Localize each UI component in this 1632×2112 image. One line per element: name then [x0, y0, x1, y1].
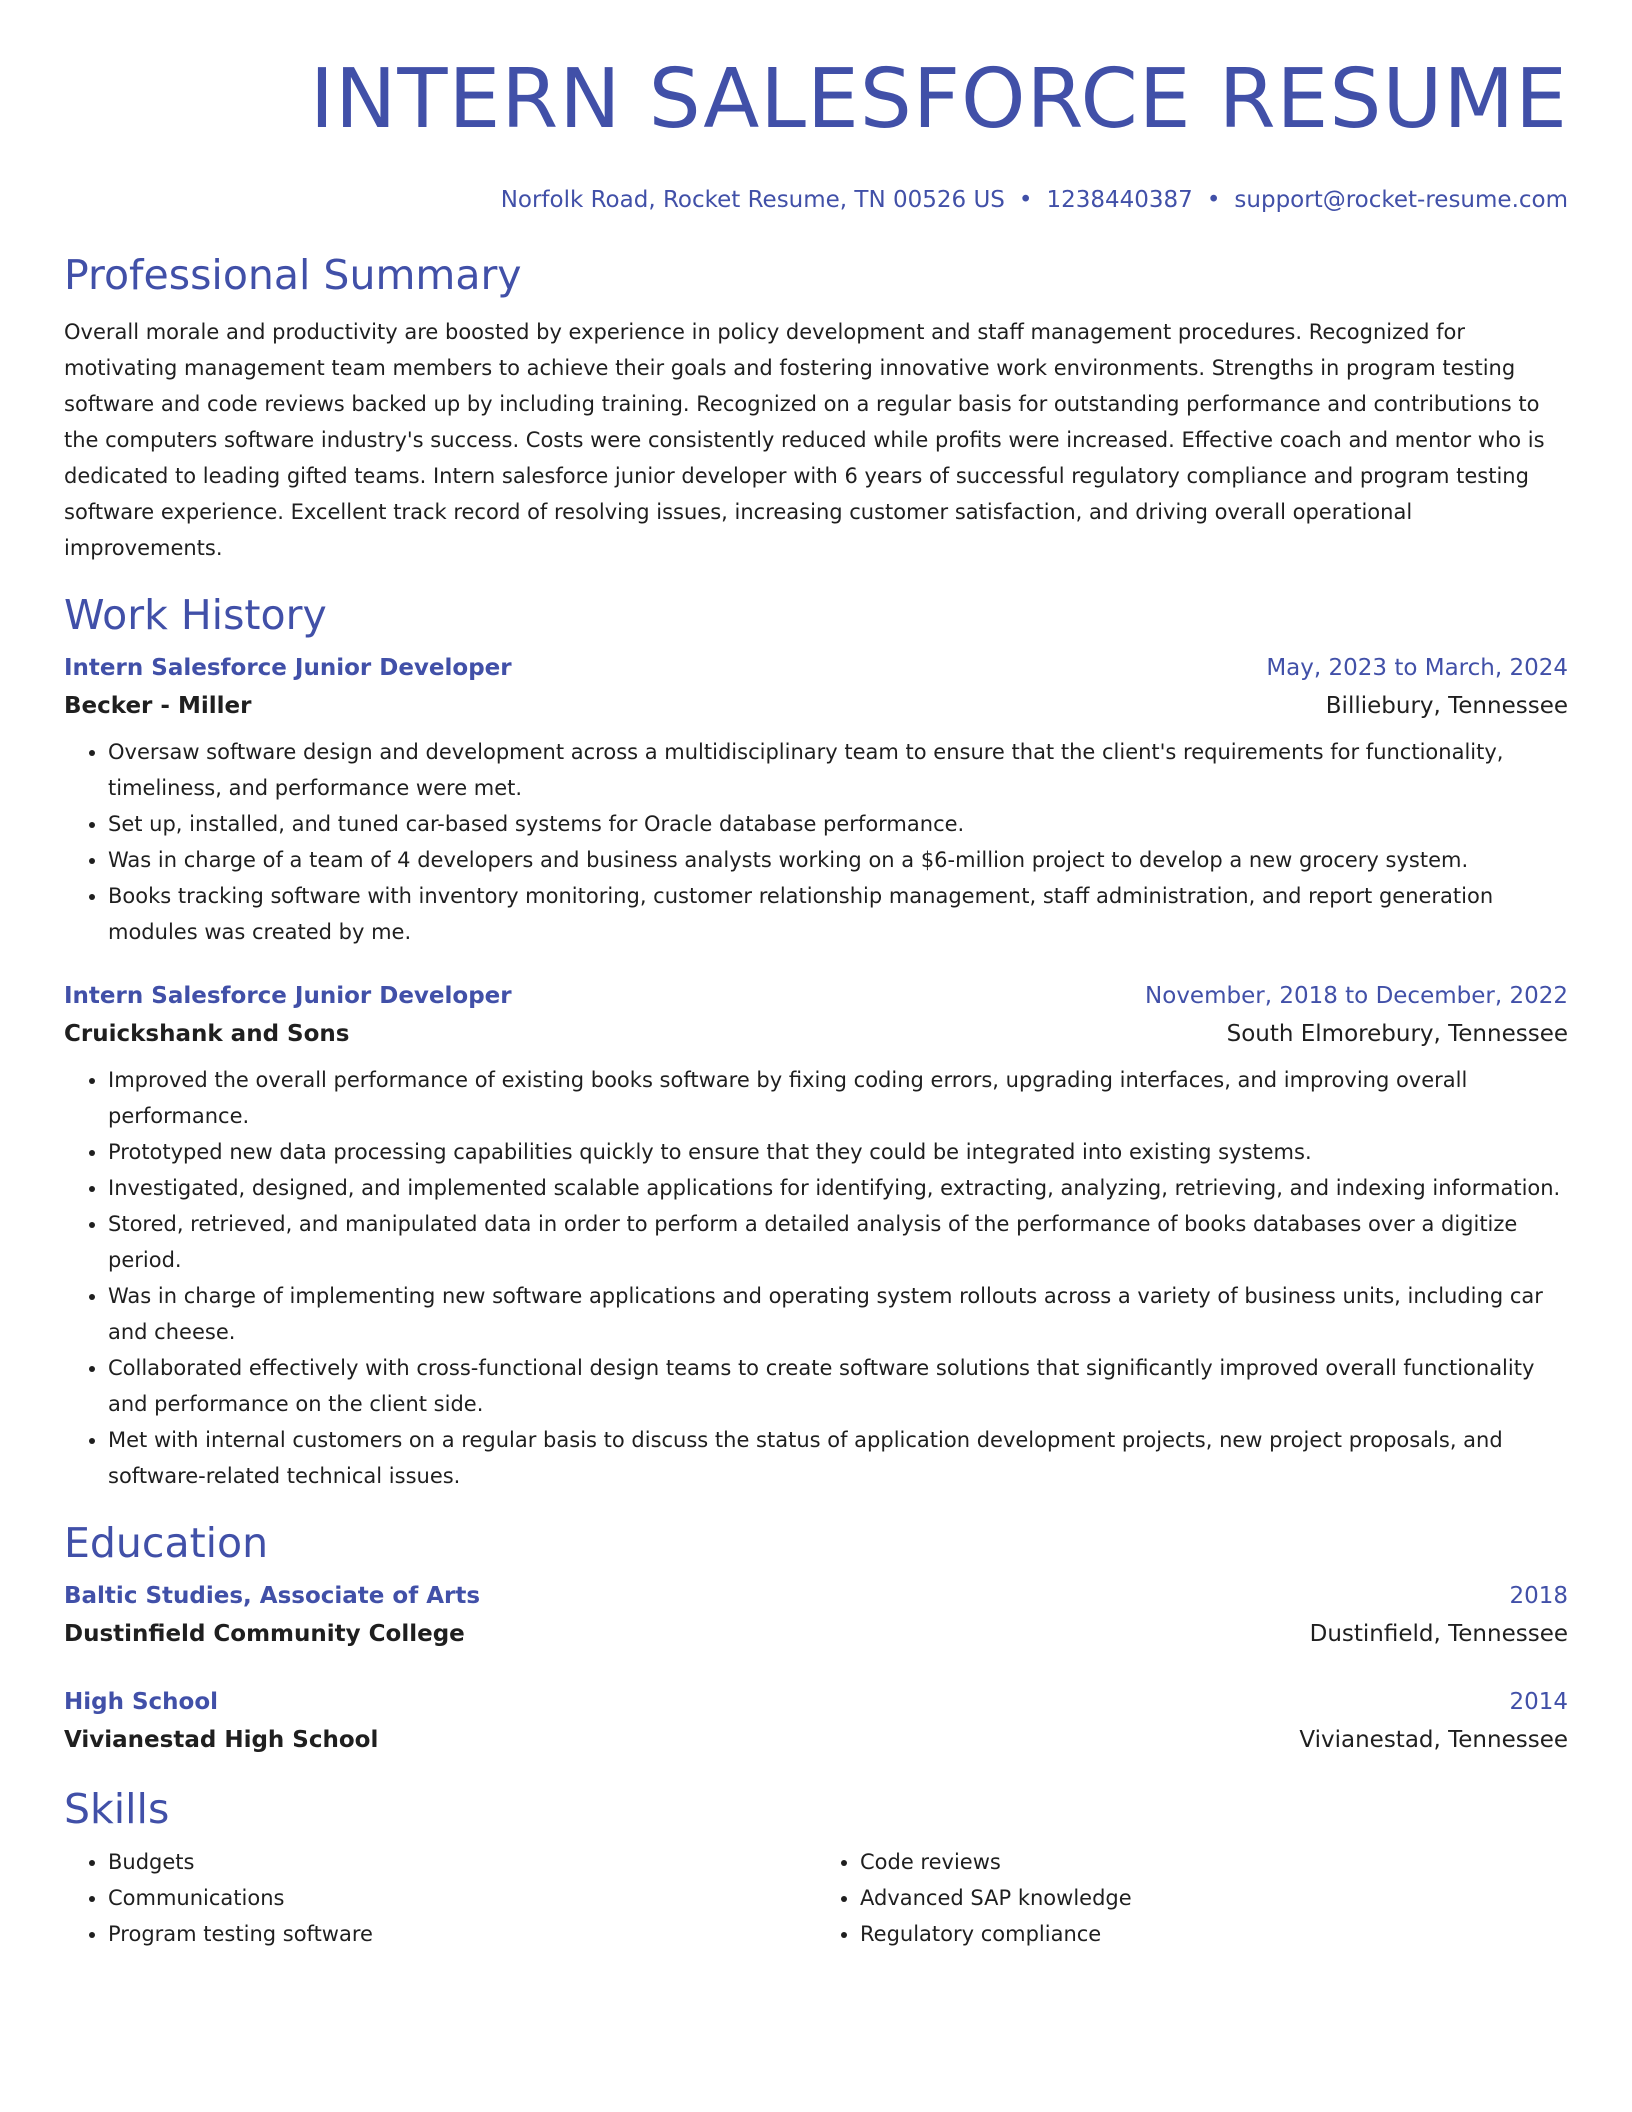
work-section — [64, 590, 1568, 1494]
education-school: Dustinfield Community College — [64, 1621, 465, 1647]
job-bullets — [64, 1062, 1568, 1494]
bullet-item: • Was in charge of a team of 4 developers and business analysts working on a $6-million project to develop a new grocery system. — [108, 842, 1568, 878]
education-entry — [64, 1684, 1568, 1760]
job-company: Becker - Miller — [64, 693, 252, 719]
separator-dot: • — [1206, 187, 1221, 213]
bullet-item: • Set up, installed, and tuned car-based systems for Oracle database performance. — [108, 806, 1568, 842]
skill-item: • Communications — [108, 1880, 816, 1916]
section-title-skills: Skills — [64, 1785, 170, 1833]
bullet-item: • Books tracking software with inventory monitoring, customer relationship management, staff administration, and report generation modules was created by me. — [108, 878, 1568, 950]
job-dates: May, 2023 to March, 2024 — [1266, 655, 1568, 681]
contact-address: Norfolk Road, Rocket Resume, TN 00526 US — [500, 187, 1005, 213]
job-company: Cruickshank and Sons — [64, 1021, 350, 1047]
section-title-education: Education — [64, 1519, 269, 1567]
separator-dot: • — [1018, 187, 1033, 213]
bullet-item: • Investigated, designed, and implemented scalable applications for identifying, extracting, analyzing, retrieving, and indexing information. — [108, 1170, 1568, 1206]
education-school: Vivianestad High School — [64, 1727, 379, 1753]
skills-columns — [64, 1844, 1568, 1952]
job-location: Billiebury, Tennessee — [1325, 693, 1568, 719]
job-location: South Elmorebury, Tennessee — [1226, 1021, 1568, 1047]
education-location: Dustinfield, Tennessee — [1309, 1621, 1568, 1647]
job-role: Intern Salesforce Junior Developer — [64, 655, 512, 681]
skill-item: • Code reviews — [860, 1844, 1568, 1880]
skills-list-right — [816, 1844, 1568, 1952]
education-section — [64, 1518, 1568, 1760]
contact-line — [64, 184, 1568, 216]
resume-title: INTERN SALESFORCE RESUME — [309, 52, 1568, 147]
education-degree: Baltic Studies, Associate of Arts — [64, 1583, 481, 1609]
job-entry — [64, 978, 1568, 1494]
section-title-summary: Professional Summary — [64, 251, 522, 299]
skill-item: • Budgets — [108, 1844, 816, 1880]
section-title-work: Work History — [64, 591, 327, 639]
bullet-item: • Collaborated effectively with cross-functional design teams to create software solutions that significantly improved overall functionality and performance on the client side. — [108, 1350, 1568, 1422]
bullet-item: • Was in charge of implementing new software applications and operating system rollouts across a variety of business units, including car and cheese. — [108, 1278, 1568, 1350]
education-location: Vivianestad, Tennessee — [1299, 1727, 1568, 1753]
education-degree: High School — [64, 1689, 219, 1715]
job-dates: November, 2018 to December, 2022 — [1145, 983, 1568, 1009]
job-entry — [64, 650, 1568, 950]
skill-item: • Program testing software — [108, 1916, 816, 1952]
education-year: 2014 — [1509, 1689, 1568, 1715]
skills-list-left — [64, 1844, 816, 1952]
education-year: 2018 — [1509, 1583, 1568, 1609]
contact-phone: 1238440387 — [1046, 187, 1193, 213]
summary-section — [64, 250, 1568, 566]
bullet-item: • Oversaw software design and development across a multidisciplinary team to ensure that the client's requirements for functionality, timeliness, and performance were met. — [108, 734, 1568, 806]
skill-item: • Advanced SAP knowledge — [860, 1880, 1568, 1916]
job-role: Intern Salesforce Junior Developer — [64, 983, 512, 1009]
bullet-item: • Prototyped new data processing capabilities quickly to ensure that they could be integrated into existing systems. — [108, 1134, 1568, 1170]
job-bullets — [64, 734, 1568, 950]
skills-section — [64, 1784, 1568, 1952]
bullet-item: • Stored, retrieved, and manipulated data in order to perform a detailed analysis of the performance of books databases over a digitize period. — [108, 1206, 1568, 1278]
bullet-item: • Met with internal customers on a regular basis to discuss the status of application development projects, new project proposals, and software-related technical issues. — [108, 1422, 1568, 1494]
bullet-item: • Improved the overall performance of existing books software by fixing coding errors, upgrading interfaces, and improving overall performance. — [108, 1062, 1568, 1134]
education-entry — [64, 1578, 1568, 1654]
summary-text: Overall morale and productivity are boosted by experience in policy development and staff management procedures. Recognized for motivating management team members to achieve their goals and fostering innovative work environments. Strengths in program testing software and code reviews backed up by including training. Recognized on a regular basis for outstanding performance and contributions to the computers software industry's success. Costs were consistently reduced while profits were increased. Effective coach and mentor who is dedicated to leading gifted teams. Intern salesforce junior developer with 6 years of successful regulatory compliance and program testing software experience. Excellent track record of resolving issues, increasing customer satisfaction, and driving overall operational improvements. — [64, 320, 1545, 560]
skill-item: • Regulatory compliance — [860, 1916, 1568, 1952]
contact-email[interactable]: support@rocket-resume.com — [1234, 187, 1568, 213]
